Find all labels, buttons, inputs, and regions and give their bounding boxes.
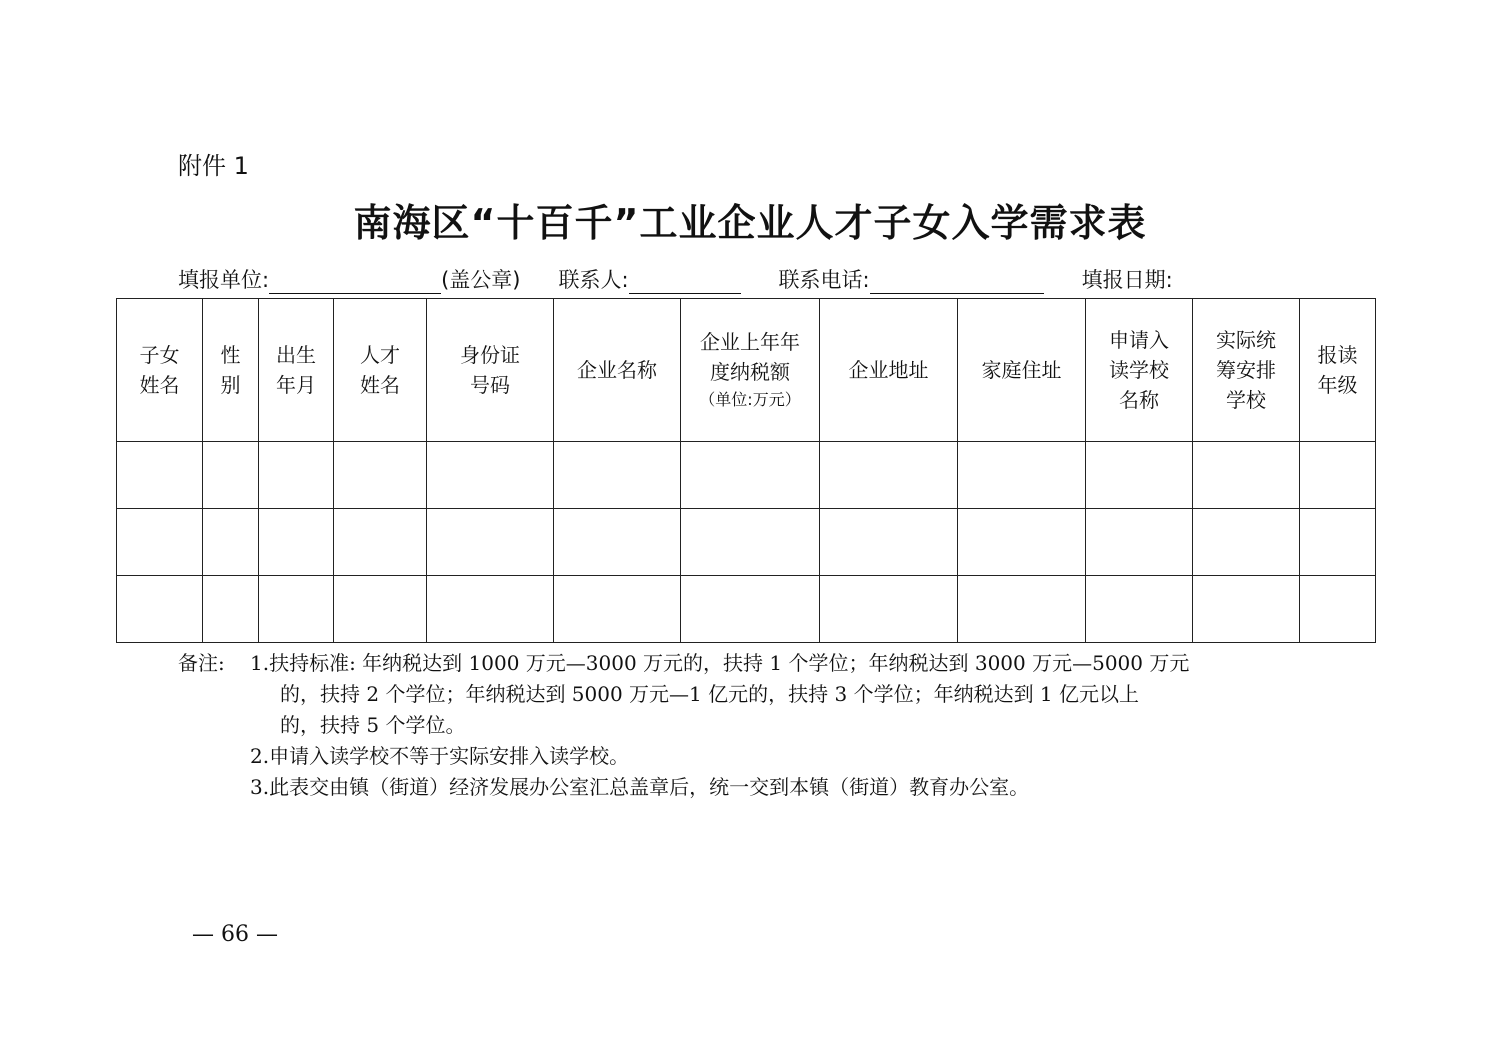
contact-label: 联系人: (558, 268, 629, 292)
note-item-1-line-2: 的，扶持 2 个学位；年纳税达到 5000 万元—1 亿元的，扶持 3 个学位；年纳税达到 1 亿元以上 (280, 682, 1140, 706)
header-assigned-school: 实际统 筹安排 学校 (1193, 299, 1300, 442)
attachment-label: 附件 1 (178, 152, 249, 180)
table-cell[interactable] (1193, 576, 1300, 643)
table-cell[interactable] (1086, 442, 1193, 509)
table-cell[interactable] (820, 442, 958, 509)
table-cell[interactable] (958, 576, 1086, 643)
table-cell[interactable] (117, 442, 203, 509)
table-row (117, 576, 1376, 643)
header-gender: 性 别 (203, 299, 259, 442)
header-child-name: 子女 姓名 (117, 299, 203, 442)
header-company-address: 企业地址 (820, 299, 958, 442)
table-cell[interactable] (334, 576, 427, 643)
table-cell[interactable] (203, 576, 259, 643)
header-row (117, 299, 1376, 442)
phone-blank[interactable] (870, 269, 1044, 294)
table-cell[interactable] (820, 576, 958, 643)
table-cell[interactable] (427, 576, 554, 643)
table-cell[interactable] (203, 442, 259, 509)
table-cell[interactable] (554, 509, 681, 576)
table-cell[interactable] (681, 509, 820, 576)
tax-unit-label: （单位:万元） (699, 390, 801, 409)
table-cell[interactable] (1086, 509, 1193, 576)
table-cell[interactable] (1193, 509, 1300, 576)
form-title: 南海区“十百千”工业企业人才子女入学需求表 (353, 201, 1147, 245)
header-tax-amount (681, 299, 820, 442)
table-cell[interactable] (117, 509, 203, 576)
unit-blank[interactable] (269, 269, 441, 294)
table-cell[interactable] (334, 509, 427, 576)
header-grade: 报读 年级 (1300, 299, 1376, 442)
contact-blank[interactable] (629, 269, 741, 294)
table-cell[interactable] (681, 576, 820, 643)
table-row (117, 509, 1376, 576)
table-cell[interactable] (259, 442, 334, 509)
table-cell[interactable] (259, 509, 334, 576)
table-cell[interactable] (958, 442, 1086, 509)
note-item-1-line-1: 1.扶持标准: 年纳税达到 1000 万元—3000 万元的，扶持 1 个学位；年纳税达到 3000 万元—5000 万元 (250, 651, 1190, 675)
header-id-number: 身份证 号码 (427, 299, 554, 442)
header-company-name: 企业名称 (554, 299, 681, 442)
page-number: — 66 — (192, 922, 278, 947)
table-cell[interactable] (334, 442, 427, 509)
tax-header-text: 企业上年年 度纳税额 (700, 330, 800, 384)
unit-label: 填报单位: (178, 268, 270, 292)
header-birth: 出生 年月 (259, 299, 334, 442)
table-cell[interactable] (203, 509, 259, 576)
table-cell[interactable] (554, 576, 681, 643)
table-cell[interactable] (681, 442, 820, 509)
table-cell[interactable] (820, 509, 958, 576)
note-item-1-line-3: 的，扶持 5 个学位。 (280, 713, 466, 737)
table-row (117, 442, 1376, 509)
notes-section (178, 648, 1338, 803)
note-item-2: 2.申请入读学校不等于实际安排入读学校。 (250, 744, 630, 768)
table-cell[interactable] (1086, 576, 1193, 643)
header-talent-name: 人才 姓名 (334, 299, 427, 442)
table-cell[interactable] (427, 442, 554, 509)
table-cell[interactable] (1300, 576, 1376, 643)
header-home-address: 家庭住址 (958, 299, 1086, 442)
phone-label: 联系电话: (778, 268, 870, 292)
notes-label: 备注: (178, 651, 225, 675)
seal-label: (盖公章) (441, 268, 521, 292)
note-item-3: 3.此表交由镇（街道）经济发展办公室汇总盖章后，统一交到本镇（街道）教育办公室。 (250, 775, 1030, 799)
fill-fields-row (178, 264, 1378, 294)
table-cell[interactable] (958, 509, 1086, 576)
table-cell[interactable] (427, 509, 554, 576)
table-cell[interactable] (1300, 442, 1376, 509)
table-cell[interactable] (1193, 442, 1300, 509)
date-label: 填报日期: (1081, 268, 1173, 292)
table-cell[interactable] (117, 576, 203, 643)
table-cell[interactable] (259, 576, 334, 643)
demand-table (116, 298, 1376, 643)
table-cell[interactable] (554, 442, 681, 509)
header-applied-school: 申请入 读学校 名称 (1086, 299, 1193, 442)
table-cell[interactable] (1300, 509, 1376, 576)
